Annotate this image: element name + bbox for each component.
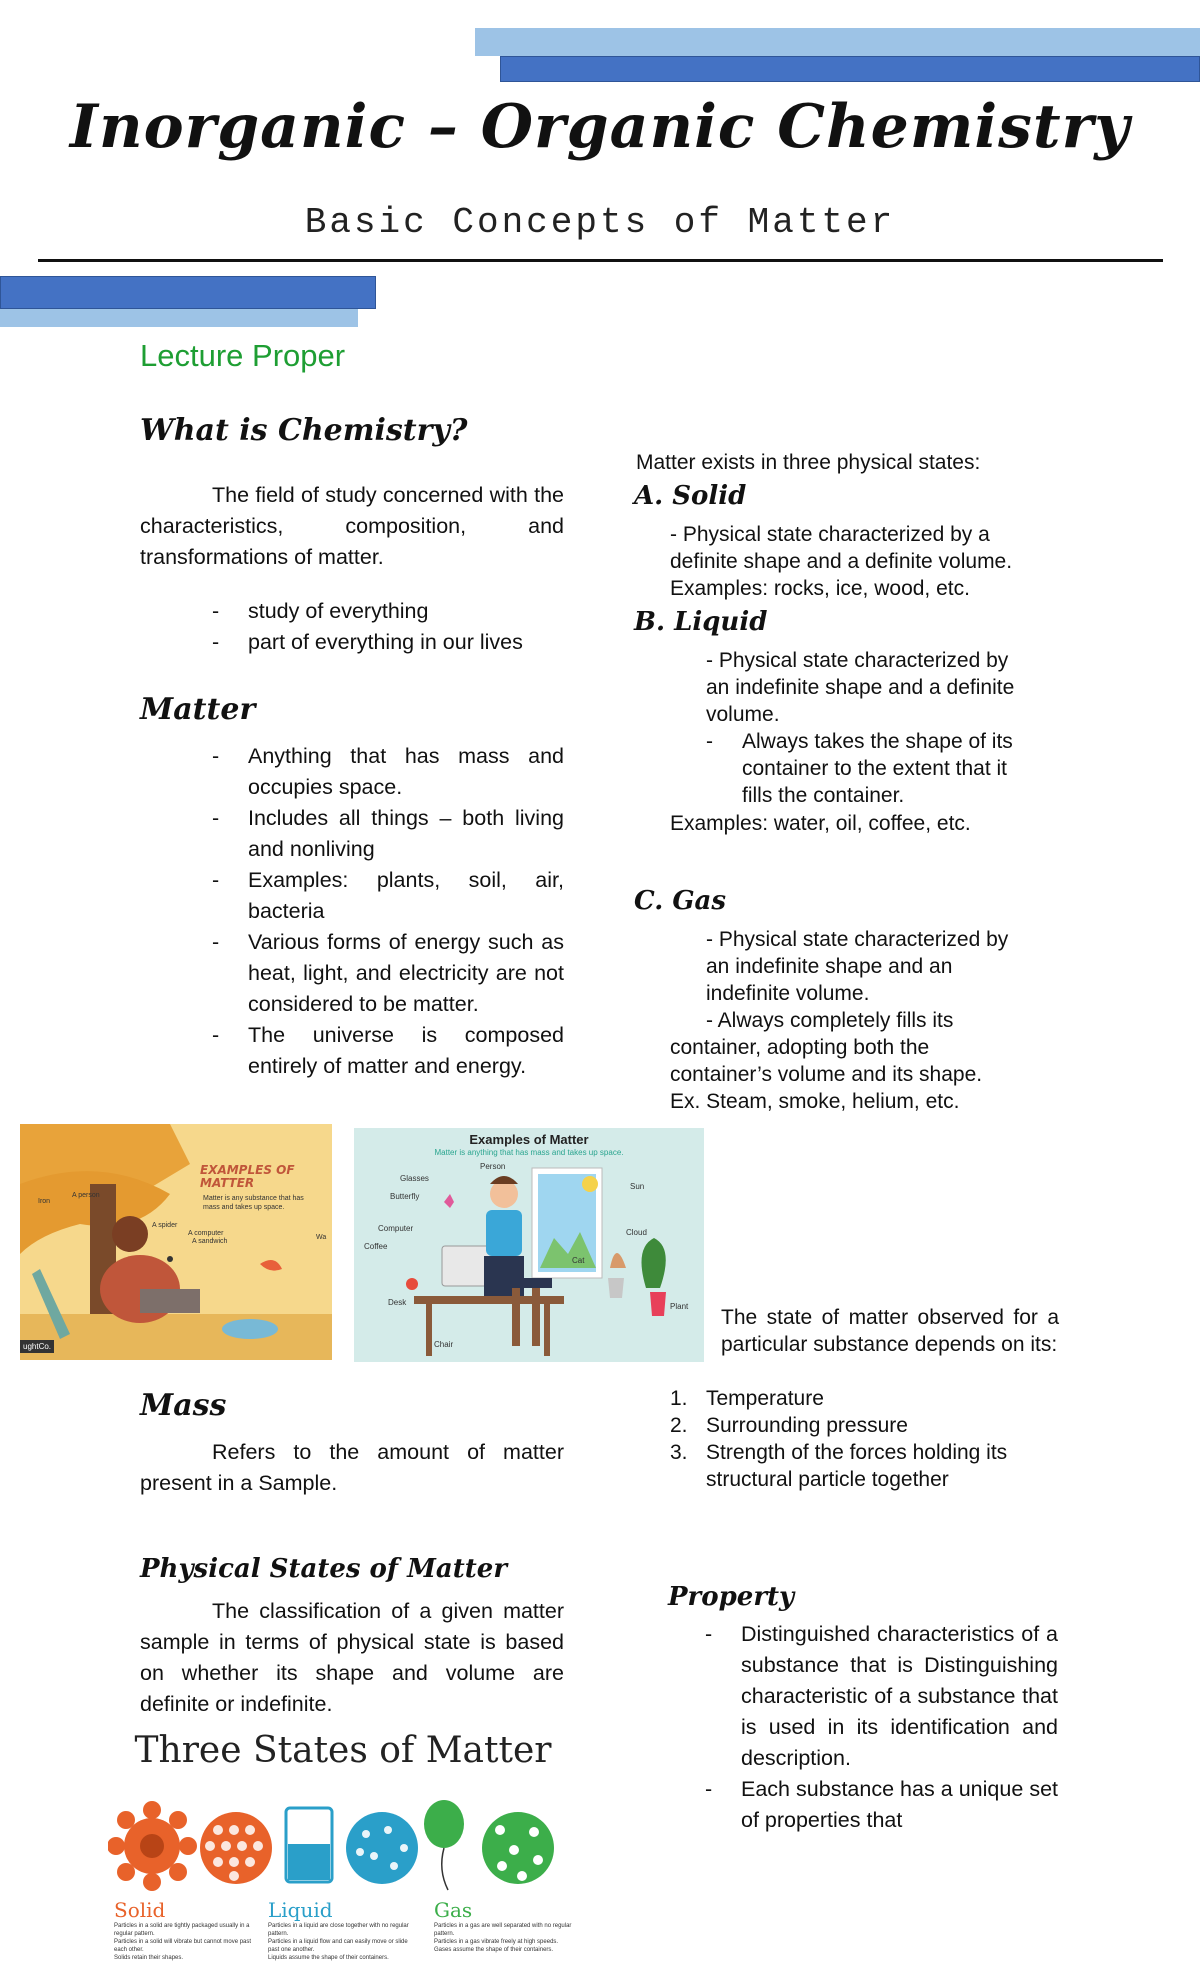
mass-heading: Mass xyxy=(140,1388,227,1423)
gas-heading: C. Gas xyxy=(634,886,727,916)
three-states-figure xyxy=(108,1730,588,1976)
page-subtitle: Basic Concepts of Matter xyxy=(304,202,896,243)
illustration-label: A computer xyxy=(188,1230,224,1237)
physical-states-text: The classification of a given matter sample in terms of physical state is based on whether its shape and volume are definite or indefinite. xyxy=(140,1599,564,1716)
text-line: - Always completely fills its xyxy=(706,1009,954,1032)
chemistry-definition: The field of study concerned with the characteristics, composition, and transformations of matter. xyxy=(140,483,564,569)
solid-description xyxy=(670,521,1090,602)
header-bar-dark-top xyxy=(500,56,1200,82)
note: Particles in a solid will vibrate but cannot move past each other. xyxy=(114,1939,252,1953)
examples-of-matter-infographic xyxy=(354,1128,704,1362)
liquid-notes xyxy=(268,1922,418,1962)
infographic-title: Examples of Matter xyxy=(469,1132,589,1147)
list-item: - Distinguished characteristics of a substance that is Distinguishing characteristic of a substance that is used in its identification and description. xyxy=(705,1619,1058,1774)
note: Particles in a liquid flow and can easily move or slide past one another. xyxy=(268,1939,408,1953)
solid-heading: A. Solid xyxy=(634,481,747,511)
list-item: - Includes all things – both living and nonliving xyxy=(212,803,564,865)
list-item: 2. Surrounding pressure xyxy=(670,1414,908,1437)
text-line: an indefinite shape and a definite xyxy=(706,676,1015,699)
illustration-label: A person xyxy=(72,1192,100,1199)
infographic-label: Chair xyxy=(434,1340,454,1349)
depends-list xyxy=(670,1385,1070,1493)
infographic-label: Computer xyxy=(378,1224,414,1233)
list-item: - Each substance has a unique set of properties that xyxy=(705,1774,1058,1836)
illustration-label: A spider xyxy=(152,1222,178,1229)
text-line: indefinite volume. xyxy=(706,982,870,1005)
infographic-label: Person xyxy=(480,1162,506,1171)
matter-bullets xyxy=(212,741,564,1082)
dash-marker: - xyxy=(706,730,713,753)
list-item: - Examples: plants, soil, air, bacteria xyxy=(212,865,564,927)
infographic-label: Coffee xyxy=(364,1242,388,1251)
list-item: 3. Strength of the forces holding its structural particle together xyxy=(670,1441,1008,1491)
liquid-heading: B. Liquid xyxy=(634,607,768,637)
illustration-label: Iron xyxy=(38,1198,51,1205)
infographic-label: Cat xyxy=(572,1256,585,1265)
infographic-label: Plant xyxy=(670,1302,689,1311)
text-line: an indefinite shape and an xyxy=(706,955,953,978)
physical-states-heading: Physical States of Matter xyxy=(140,1554,508,1584)
list-item: 1. Temperature xyxy=(670,1387,824,1410)
text-line: - Physical state characterized by a xyxy=(670,523,990,546)
lecture-label: Lecture Proper xyxy=(140,338,346,373)
infographic-label: Sun xyxy=(630,1182,645,1191)
text-line: container, adopting both the xyxy=(670,1036,930,1059)
property-heading: Property xyxy=(668,1582,795,1612)
infographic-label: Glasses xyxy=(400,1174,429,1183)
illustration-credit: ughtCo. xyxy=(20,1340,54,1353)
text-line: container’s volume and its shape. xyxy=(670,1063,983,1086)
liquid-label: Liquid xyxy=(268,1898,333,1922)
infographic-subtitle: Matter is anything that has mass and takes up space. xyxy=(434,1148,624,1157)
note: Liquids assume the shape of their containers. xyxy=(268,1955,389,1961)
list-item: - Anything that has mass and occupies space. xyxy=(212,741,564,803)
note: Particles in a liquid are close together with no regular pattern. xyxy=(268,1923,409,1937)
section-bar-dark xyxy=(0,276,376,309)
list-item: - Various forms of energy such as heat, light, and electricity are not considered to be matter. xyxy=(212,927,564,1020)
page-title: Inorganic – Organic Chemistry xyxy=(69,92,1131,162)
matter-heading: Matter xyxy=(140,692,256,727)
gas-description-continued xyxy=(670,1034,1090,1115)
text-line: volume. xyxy=(706,703,780,726)
mass-text: Refers to the amount of matter present in a Sample. xyxy=(140,1440,564,1495)
note: Gases assume the shape of their containers. xyxy=(434,1947,554,1953)
liquid-sub-bullet xyxy=(706,728,1066,809)
infographic-label: Butterfly xyxy=(390,1192,420,1201)
gas-notes xyxy=(434,1922,584,1954)
text-line: - Physical state characterized by xyxy=(706,649,1009,672)
note: Particles in a gas vibrate freely at high speeds. xyxy=(434,1939,559,1945)
infographic-label: Desk xyxy=(388,1298,407,1307)
chemistry-bullets xyxy=(212,596,564,658)
note: Solids retain their shapes. xyxy=(114,1955,184,1961)
illustration-title: EXAMPLES OF MATTER xyxy=(200,1163,295,1190)
liquid-examples: Examples: water, oil, coffee, etc. xyxy=(670,812,971,835)
examples-of-matter-illustration xyxy=(20,1124,332,1360)
text-line: definite shape and a definite volume. xyxy=(670,550,1013,573)
list-item: - part of everything in our lives xyxy=(212,627,564,658)
solid-label: Solid xyxy=(114,1898,166,1922)
header-bar-light-top xyxy=(475,28,1200,56)
liquid-description xyxy=(706,647,1106,728)
states-intro: Matter exists in three physical states: xyxy=(636,451,981,474)
infographic-label: Cloud xyxy=(626,1228,647,1237)
illustration-label: A sandwich xyxy=(192,1238,228,1245)
gas-label: Gas xyxy=(434,1898,473,1922)
title-divider xyxy=(38,259,1163,262)
text-line: Always takes the shape of its container to the extent that it fills the container. xyxy=(742,730,1013,807)
list-item: - The universe is composed entirely of matter and energy. xyxy=(212,1020,564,1082)
depends-intro: The state of matter observed for a particular substance depends on its: xyxy=(721,1306,1059,1356)
text-line: - Physical state characterized by xyxy=(706,928,1009,951)
note: Particles in a gas are well separated with no regular pattern. xyxy=(434,1923,572,1937)
gas-description xyxy=(706,926,1106,1034)
illustration-label: Wa xyxy=(316,1234,327,1241)
illustration-caption: Matter is any substance that has mass and takes up space. xyxy=(203,1195,304,1211)
note: Particles in a solid are tightly packaged usually in a regular pattern. xyxy=(114,1923,250,1937)
solid-notes xyxy=(114,1922,264,1962)
text-line: Ex. Steam, smoke, helium, etc. xyxy=(670,1090,960,1113)
property-bullets xyxy=(705,1619,1058,1836)
chemistry-heading: What is Chemistry? xyxy=(140,413,468,448)
three-states-title: Three States of Matter xyxy=(134,1730,552,1771)
list-item: - study of everything xyxy=(212,596,564,627)
text-line: Examples: rocks, ice, wood, etc. xyxy=(670,577,970,600)
